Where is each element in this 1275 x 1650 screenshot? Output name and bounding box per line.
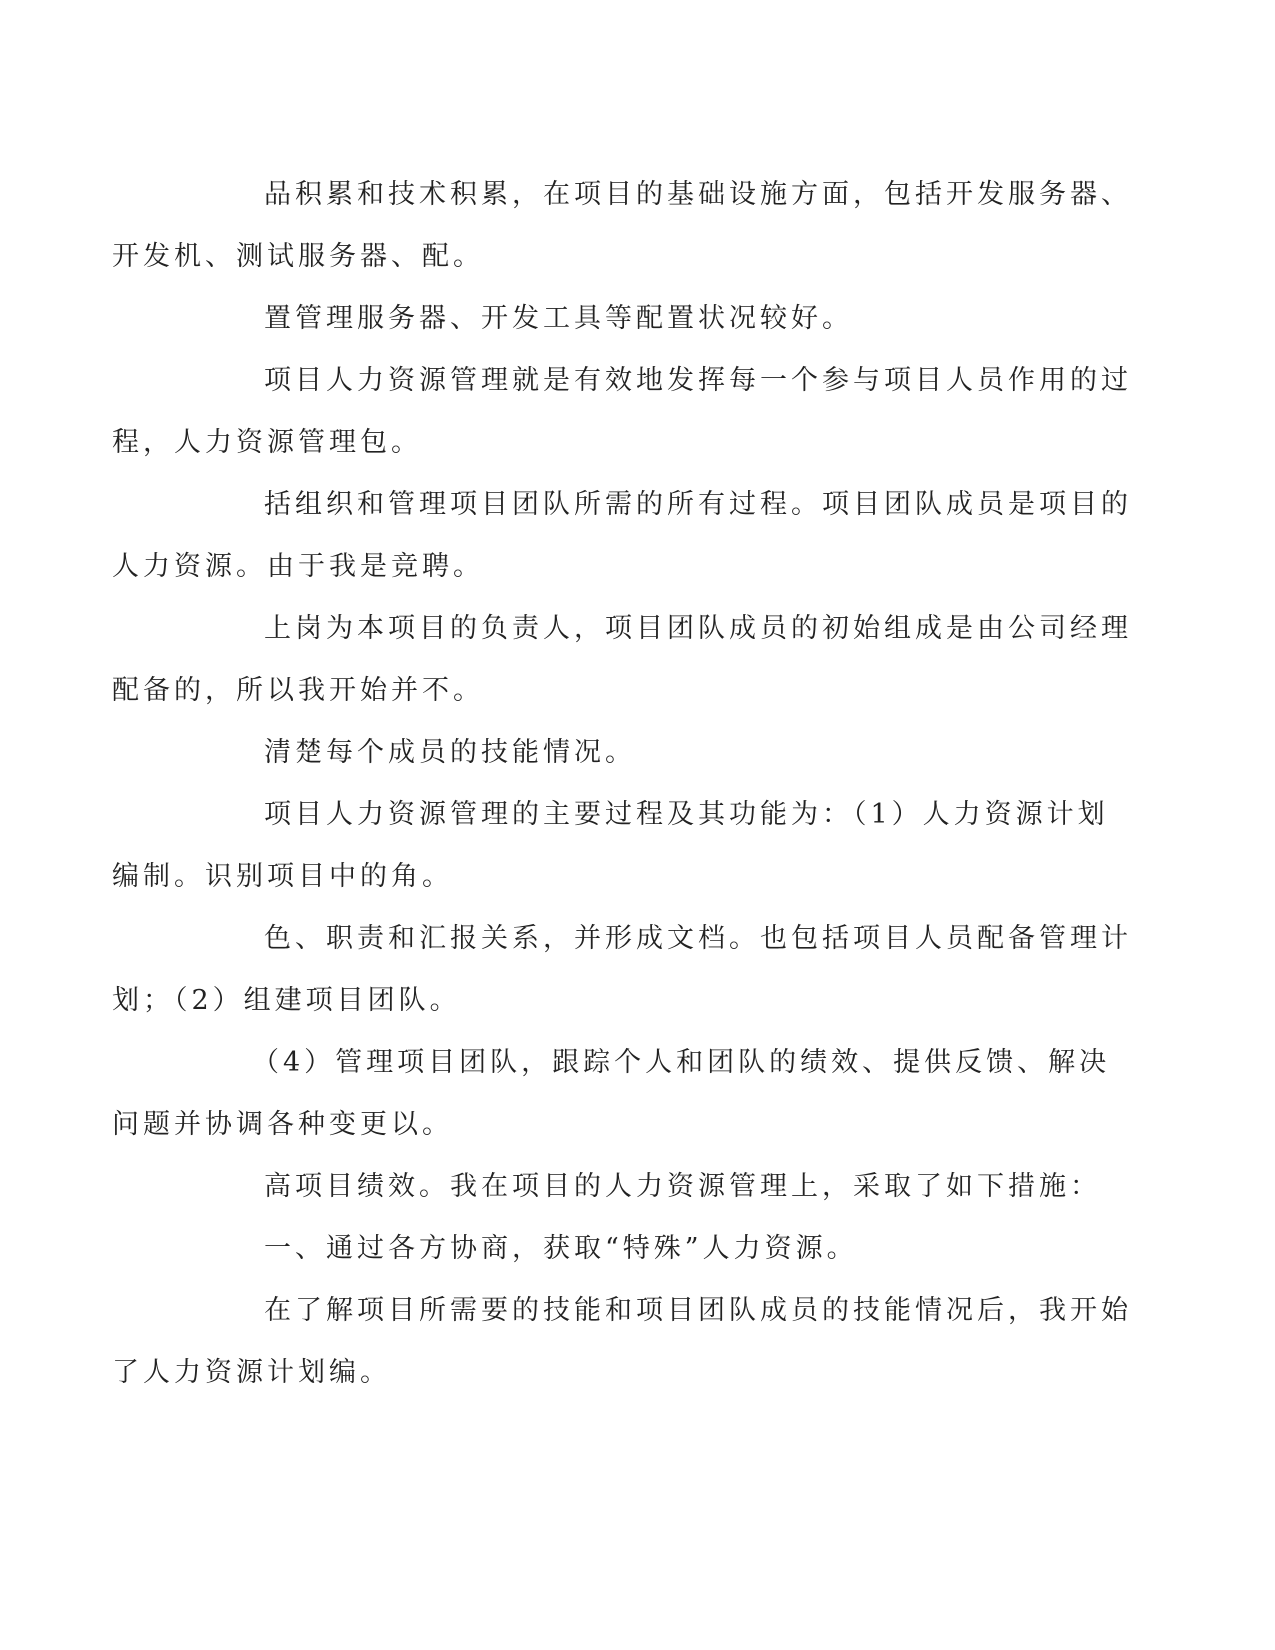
paragraph-8 — [112, 908, 1132, 1032]
paragraph-line: 人力资源。由于我是竞聘。 — [112, 551, 484, 582]
paragraph-line: 问题并协调各种变更以。 — [112, 1109, 453, 1140]
paragraph-line: 置管理服务器、开发工具等配置状况较好。 — [264, 303, 853, 334]
paragraph-line: 开发机、测试服务器、配。 — [112, 241, 484, 272]
paragraph-2 — [188, 288, 1088, 350]
paragraph-10 — [188, 1156, 1101, 1218]
paragraph-line: 品积累和技术积累，在项目的基础设施方面，包括开发服务器、 — [264, 179, 1132, 210]
document-body — [112, 164, 1132, 1404]
paragraph-7 — [112, 784, 1109, 908]
paragraph-4 — [112, 474, 1132, 598]
paragraph-11 — [188, 1218, 1088, 1280]
paragraph-line: 项目人力资源管理就是有效地发挥每一个参与项目人员作用的过 — [264, 365, 1132, 396]
paragraph-line: 划；（2）组建项目团队。 — [112, 985, 461, 1016]
paragraph-1 — [112, 164, 1132, 288]
paragraph-line: 配备的，所以我开始并不。 — [112, 675, 484, 706]
paragraph-line: 一、通过各方协商，获取“特殊”人力资源。 — [264, 1233, 858, 1264]
paragraph-line: 程，人力资源管理包。 — [112, 427, 422, 458]
paragraph-line: 括组织和管理项目团队所需的所有过程。项目团队成员是项目的 — [264, 489, 1132, 520]
paragraph-line: 在了解项目所需要的技能和项目团队成员的技能情况后，我开始 — [264, 1295, 1132, 1326]
paragraph-line: 编制。识别项目中的角。 — [112, 861, 453, 892]
paragraph-12 — [112, 1280, 1132, 1404]
paragraph-line: 了人力资源计划编。 — [112, 1357, 391, 1388]
paragraph-5 — [112, 598, 1132, 722]
paragraph-line: 高项目绩效。我在项目的人力资源管理上，采取了如下措施： — [264, 1171, 1101, 1202]
paragraph-9 — [112, 1032, 1111, 1156]
paragraph-line: （4）管理项目团队，跟踪个人和团队的绩效、提供反馈、解决 — [252, 1047, 1111, 1078]
paragraph-line: 色、职责和汇报关系，并形成文档。也包括项目人员配备管理计 — [264, 923, 1132, 954]
paragraph-line: 项目人力资源管理的主要过程及其功能为：（1）人力资源计划 — [264, 799, 1109, 830]
paragraph-6 — [188, 722, 1088, 784]
paragraph-line: 清楚每个成员的技能情况。 — [264, 737, 636, 768]
paragraph-3 — [112, 350, 1132, 474]
paragraph-line: 上岗为本项目的负责人，项目团队成员的初始组成是由公司经理 — [264, 613, 1132, 644]
